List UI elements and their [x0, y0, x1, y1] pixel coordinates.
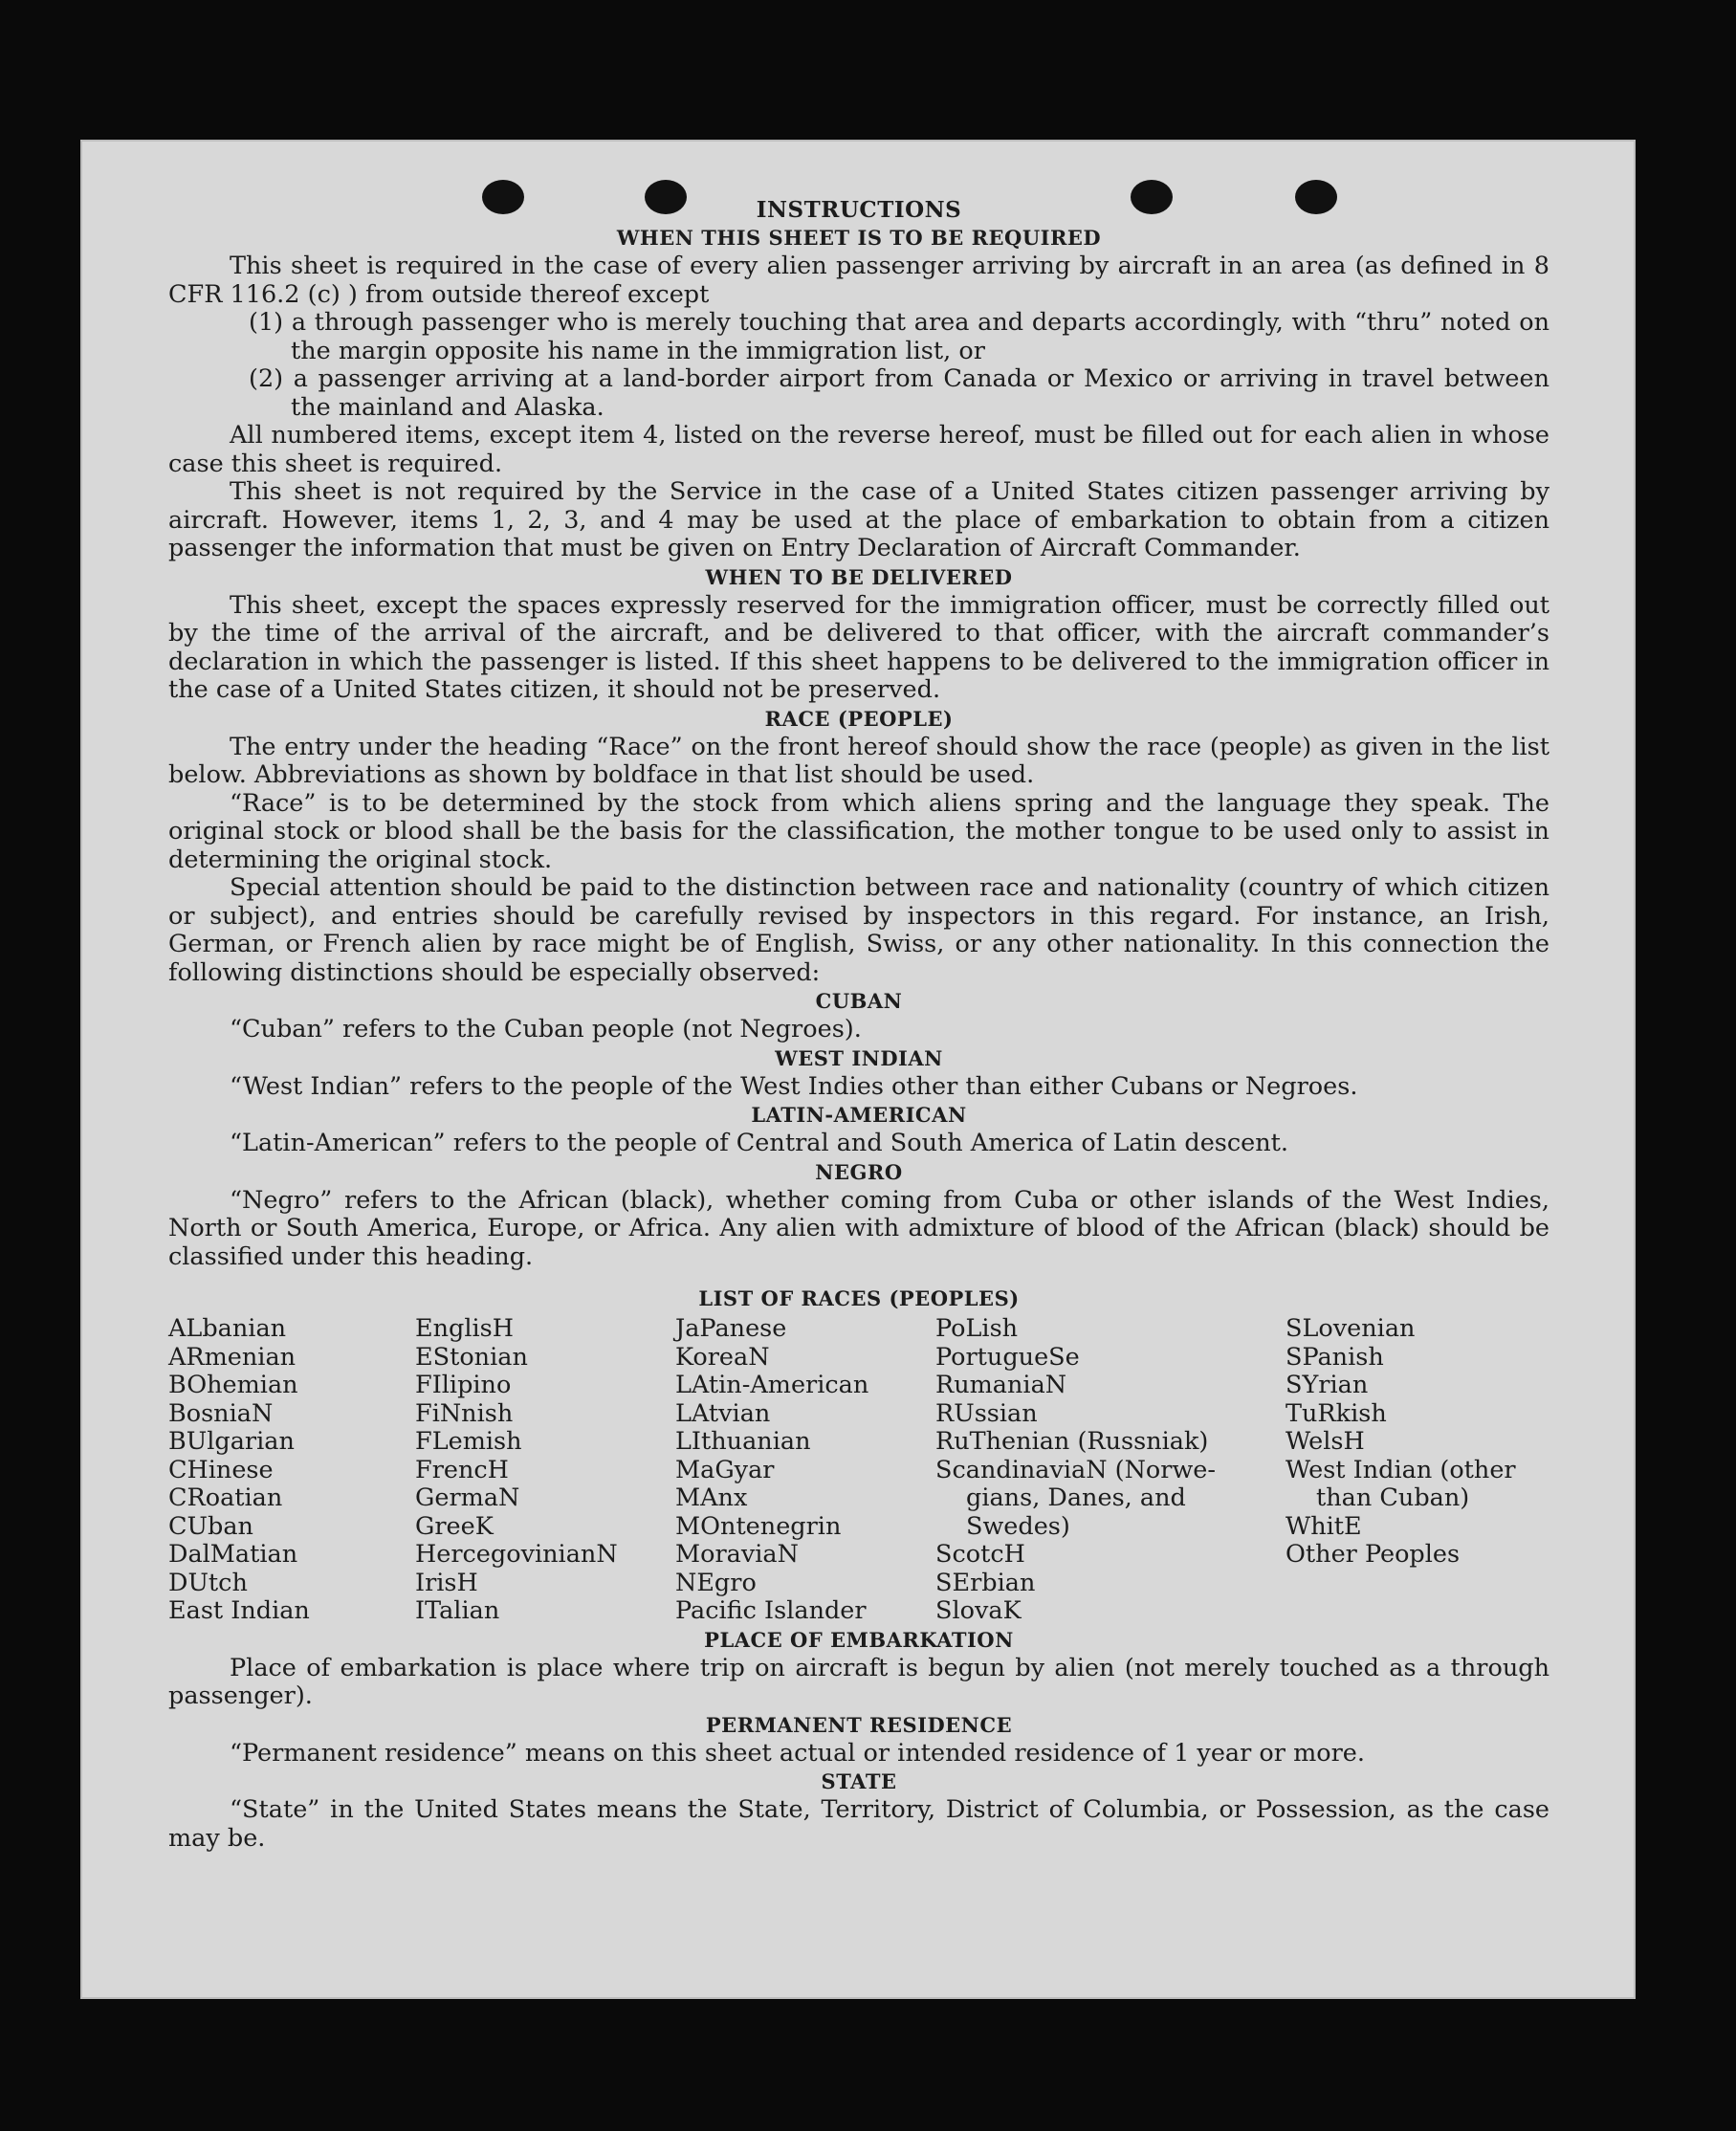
race-item: PoLish: [935, 1314, 1019, 1343]
race-item: ScandinaviaN (Norwe-: [935, 1455, 1217, 1484]
paragraph: “Cuban” refers to the Cuban people (not Negroes).: [230, 1015, 862, 1044]
list-item: (1) a through passenger who is merely touching that area and departs accordingly, with “thru” noted on the margin opposite his name in the immigration list, or: [249, 308, 1549, 365]
race-item: FrencH: [415, 1455, 509, 1484]
race-item: BUlgarian: [168, 1427, 295, 1456]
race-item: NEgro: [675, 1568, 757, 1597]
race-item: DUtch: [168, 1568, 248, 1597]
section-heading: CUBAN: [815, 989, 903, 1013]
section-heading: RACE (PEOPLE): [764, 706, 954, 731]
race-item: than Cuban): [1316, 1483, 1470, 1512]
race-item: SYrian: [1286, 1371, 1369, 1399]
paragraph: Special attention should be paid to the distinction between race and nationality (country of which citizen or subject), and entries should be carefully revised by inspectors in this regard. For instance, an Irish, German, or French alien by race might be of English, Swiss, or any other nationality. In this connection the following distinctions should be especially observed:: [168, 873, 1549, 987]
race-item: SPanish: [1286, 1342, 1384, 1372]
race-item: CHinese: [168, 1455, 274, 1484]
race-item: ARmenian: [168, 1342, 297, 1372]
race-item: MaGyar: [675, 1455, 775, 1484]
section-heading: PERMANENT RESIDENCE: [705, 1712, 1013, 1737]
section-heading: WHEN TO BE DELIVERED: [705, 564, 1013, 589]
race-item: EStonian: [415, 1342, 528, 1372]
race-item: SLovenian: [1286, 1314, 1416, 1343]
race-item: JaPanese: [675, 1314, 787, 1343]
instructions-content: [168, 197, 1549, 1853]
section-heading: WHEN THIS SHEET IS TO BE REQUIRED: [616, 226, 1102, 250]
race-item: Swedes): [966, 1511, 1070, 1541]
section-heading: NEGRO: [815, 1159, 903, 1184]
paragraph: “Permanent residence” means on this sheet actual or intended residence of 1 year or more.: [230, 1738, 1365, 1768]
race-item: BosniaN: [168, 1398, 274, 1428]
race-item: FiNnish: [415, 1398, 514, 1428]
race-item: SlovaK: [935, 1596, 1022, 1625]
race-item: EnglisH: [415, 1314, 514, 1343]
race-item: RuThenian (Russniak): [935, 1427, 1209, 1456]
race-item: RUssian: [935, 1398, 1038, 1428]
paragraph: “Latin-American” refers to the people of Central and South America of Latin descent.: [230, 1129, 1289, 1157]
race-item: WhitE: [1286, 1511, 1362, 1541]
race-item: CUban: [168, 1511, 253, 1541]
race-item: RumaniaN: [935, 1371, 1067, 1399]
race-column: [935, 1315, 1286, 1626]
race-item: TuRkish: [1286, 1398, 1387, 1428]
race-item: GermaN: [415, 1483, 520, 1512]
race-item: LAtin-American: [675, 1371, 869, 1399]
race-item: gians, Danes, and: [966, 1483, 1186, 1512]
section-heading: WEST INDIAN: [775, 1045, 943, 1070]
race-column: [1286, 1315, 1549, 1626]
race-column: [168, 1315, 415, 1626]
race-item: Pacific Islander: [675, 1596, 867, 1625]
race-item: BOhemian: [168, 1371, 298, 1399]
race-item: ALbanian: [168, 1314, 287, 1343]
race-item: ITalian: [415, 1596, 500, 1625]
document-sheet: [80, 140, 1636, 1999]
paragraph: “Negro” refers to the African (black), whether coming from Cuba or other islands of the West Indies, North or South America, Europe, or Africa. Any alien with admixture of blood of the African (black) should be classified under this heading.: [168, 1185, 1549, 1271]
race-item: FIlipino: [415, 1371, 512, 1399]
race-item: SErbian: [935, 1568, 1036, 1597]
race-item: LAtvian: [675, 1398, 771, 1428]
page-title: INSTRUCTIONS: [756, 197, 962, 223]
section-heading: STATE: [821, 1769, 897, 1793]
race-column: [415, 1315, 675, 1626]
race-item: GreeK: [415, 1511, 494, 1541]
paragraph: This sheet, except the spaces expressly reserved for the immigration officer, must be correctly filled out by the time of the arrival of the aircraft, and be delivered to that officer, with the aircraft commander’s declaration in which the passenger is listed. If this sheet happens to be delivered to the immigration officer in the case of a United States citizen, it should not be preserved.: [168, 590, 1549, 704]
paragraph: This sheet is not required by the Service in the case of a United States citizen passenger arriving by aircraft. However, items 1, 2, 3, and 4 may be used at the place of embarkation to obtain from a citizen passenger the information that must be given on Entry Declaration of Aircraft Commander.: [168, 477, 1549, 562]
race-item: MOntenegrin: [675, 1511, 842, 1541]
race-item: KoreaN: [675, 1342, 770, 1372]
paragraph: All numbered items, except item 4, listed on the reverse hereof, must be filled out for each alien in whose case this sheet is required.: [168, 421, 1549, 478]
race-list: [168, 1315, 1549, 1626]
paragraph: This sheet is required in the case of every alien passenger arriving by aircraft in an area (as defined in 8 CFR 116.2 (c) ) from outside thereof except: [168, 252, 1549, 309]
section-heading: LIST OF RACES (PEOPLES): [698, 1286, 1020, 1310]
paragraph: “Race” is to be determined by the stock from which aliens spring and the language they speak. The original stock or blood shall be the basis for the classification, the mother tongue to be used only to assist in determining the original stock.: [168, 788, 1549, 874]
race-item: FLemish: [415, 1427, 522, 1456]
section-heading: PLACE OF EMBARKATION: [704, 1627, 1014, 1652]
race-item: HercegovinianN: [415, 1540, 618, 1569]
race-column: [675, 1315, 935, 1626]
race-item: MAnx: [675, 1483, 748, 1512]
race-item: West Indian (other: [1286, 1455, 1516, 1484]
paragraph: “West Indian” refers to the people of the West Indies other than either Cubans or Negroes.: [230, 1071, 1358, 1101]
race-item: DalMatian: [168, 1540, 298, 1569]
race-item: ScotcH: [935, 1540, 1025, 1569]
race-item: Other Peoples: [1286, 1540, 1461, 1569]
list-item: (2) a passenger arriving at a land-border airport from Canada or Mexico or arriving in travel between the mainland and Alaska.: [249, 364, 1549, 422]
race-item: PortugueSe: [935, 1342, 1080, 1372]
paragraph: The entry under the heading “Race” on the front hereof should show the race (people) as given in the list below. Abbreviations as shown by boldface in that list should be used.: [168, 732, 1549, 789]
paragraph: “State” in the United States means the State, Territory, District of Columbia, or Possession, as the case may be.: [168, 1795, 1549, 1853]
race-item: East Indian: [168, 1596, 310, 1625]
section-heading: LATIN-AMERICAN: [751, 1103, 967, 1127]
race-item: LIthuanian: [675, 1427, 811, 1456]
race-item: WelsH: [1286, 1427, 1365, 1456]
paragraph: Place of embarkation is place where trip on aircraft is begun by alien (not merely touched as a through passenger).: [168, 1653, 1549, 1710]
race-item: MoraviaN: [675, 1540, 799, 1569]
race-item: CRoatian: [168, 1483, 283, 1512]
race-item: IrisH: [415, 1568, 478, 1597]
